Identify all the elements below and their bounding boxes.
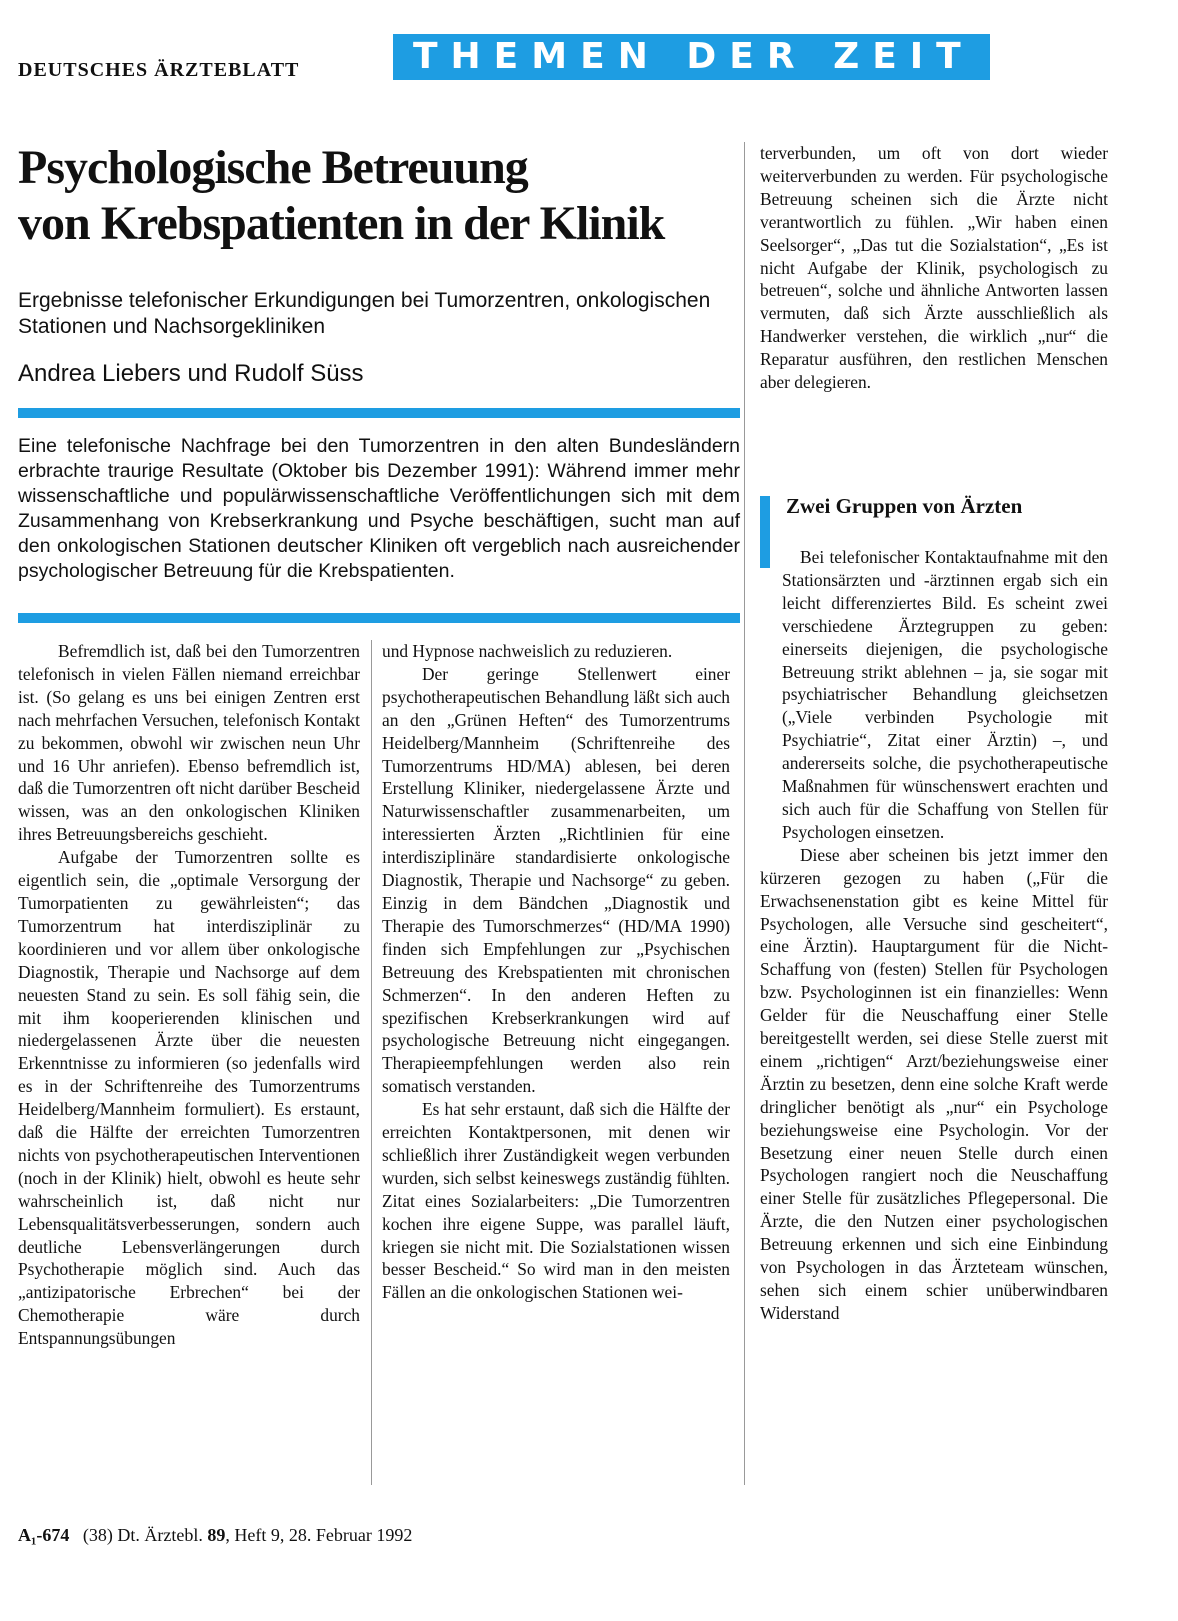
column-rule <box>371 640 372 1485</box>
citation: (38) Dt. Ärztebl. <box>82 1525 203 1545</box>
paragraph: Es hat sehr erstaunt, daß sich die Hälfte der erreichten Kontaktpersonen, mit denen wir schließlich ihrer Zuständigkeit wegen verbunden wurden, sich selbst keineswegs zuständig fühlten. Zitat eines Sozialarbeiters: „Die Tumorzentren kochen ihre eigene Suppe, was parallel läuft, kriegen sie nicht mit. Die Sozialstationen wissen besser Bescheid.“ So wird man in den meisten Fällen an die onkologischen Stationen wei- <box>382 1099 730 1303</box>
volume: 89 <box>207 1525 226 1545</box>
title-line-2: von Krebspatienten in der Klinik <box>18 197 665 250</box>
paragraph: Befremdlich ist, daß bei den Tumorzentren telefonisch in vielen Fällen niemand erreichbar ist. (So gelang es uns bei einigen Zentren erst nach mehrfachen Versuchen, telefonisch Kontakt zu bekommen, obwohl wir zwischen neun Uhr und 16 Uhr anriefen). Ebenso befremdlich ist, daß die Tumorzentren oft nicht darüber Bescheid wissen, was an den onkologischen Kliniken ihres Betreuungsbereichs geschieht. <box>18 641 360 845</box>
article-subtitle: Ergebnisse telefonischer Erkundigungen bei Tumorzentren, onkologischen Stationen und Nachsorgekliniken <box>18 289 711 338</box>
column-3-top <box>760 142 1108 394</box>
column-1 <box>18 640 360 1350</box>
paragraph: Aufgabe der Tumorzentren sollte es eigentlich sein, die „optimale Versorgung der Tumorpatienten zu gewährleisten“; das Tumorzentrum hat interdisziplinär zu koordinieren und vor allem über onkologische Diagnostik, Therapie und Nachsorge auf dem neuesten Stand zu sein. Es soll fähig sein, die mit ihm kooperierenden klinischen und niedergelassenen Ärzte über die neuesten Erkenntnisse zu informieren (so jedenfalls wird es in der Schriftenreihe des Tumorzentrums Heidelberg/Mannheim formuliert). Es erstaunt, daß die Hälfte der erreichten Tumorzentren nichts von psychotherapeutischen Interventionen (noch in der Klinik) hielt, obwohl es heute sehr wahrscheinlich ist, daß nicht nur Lebensqualitätsverbesserungen, sondern auch deutliche Lebensverlängerungen durch Psychotherapie möglich sind. Auch das „antizipatorische Erbrechen“ bei der Chemotherapie wäre durch Entspannungsübungen <box>18 847 360 1349</box>
column-rule <box>744 142 745 1485</box>
paragraph: Der geringe Stellenwert einer psychotherapeutischen Behandlung läßt sich auch an den „Grünen Heften“ des Tumorzentrums Heidelberg/Mannheim (Schriftenreihe des Tumorzentrums HD/MA) ablesen, bei deren Erstellung Kliniker, niedergelassene Ärzte und Naturwissenschaftler zusammenarbeiten, um interessierten Ärzten „Richtlinien für eine interdisziplinäre standardisierte onkologische Diagnostik, Therapie und Nachsorge“ zu geben. Einzig in dem Bändchen „Diagnostik und Therapie des Tumorschmerzes“ (HD/MA 1990) finden sich Empfehlungen zur „Psychischen Betreuung des Krebspatienten mit chronischen Schmerzen“. In den anderen Heften zu spezifischen Krebserkrankungen wird auf psychologische Betreuung nicht eingegangen. Therapieempfehlungen werden also rein somatisch verstanden. <box>382 663 730 1097</box>
citation-issue: , Heft 9, 28. Februar 1992 <box>225 1525 413 1545</box>
paragraph: Diese aber scheinen bis jetzt immer den kürzeren gezogen zu haben („Für die Erwachsenenstation gibt es keine Mittel für Psychologen, alle Versuche sind gescheitert“, eine Ärztin). Hauptargument für die Nicht-Schaffung von (festen) Stellen für Psychologen bzw. Psychologinnen ist ein finanzielles: Wenn Gelder für die Neuschaffung einer Stelle bereitgestellt werden, sei diese Stelle zuerst mit einem „richtigen“ Arzt/beziehungsweise einer Ärztin zu besetzen, denn eine solche Kraft werde dringlicher benötigt als „nur“ ein Psychologe beziehungsweise eine Psychologin. Vor der Besetzung einer neuen Stelle durch einen Psychologen rangiert noch die Neuschaffung einer Stelle für zusätzliches Pflegepersonal. Die Ärzte, die den Nutzen einer psychologischen Betreuung erkennen und sich eine Einbindung von Psychologen in das Ärzteteam wünschen, sehen sich einem schier unüberwindbaren Widerstand <box>760 844 1108 1323</box>
article-authors: Andrea Liebers und Rudolf Süss <box>18 360 364 387</box>
divider-top <box>18 408 740 418</box>
column-3 <box>760 546 1108 1325</box>
paragraph: Bei telefonischer Kontaktaufnahme mit den Stationsärzten und -ärztinnen ergab sich ein leicht differenziertes Bild. Es scheint zwei verschiedene Ärztegruppen zu geben: einerseits diejenigen, die psychologische Betreuung strikt ablehnen – ja, sie sogar mit psychiatrischer Behandlung gleichsetzen („Viele verbinden Psychologie mit Psychiatrie“, Zitat einer Ärztin) –, und andererseits solche, die psychotherapeutische Maßnahmen für wünschenswert erachten und sich auch für die Schaffung von Stellen für Psychologen einsetzen. <box>782 547 1108 842</box>
title-line-1: Psychologische Betreuung <box>18 141 528 194</box>
lead-paragraph: Eine telefonische Nachfrage bei den Tumorzentren in den alten Bundesländern erbrachte traurige Resultate (Oktober bis Dezember 1991): Während immer mehr wissenschaftliche und populärwissenschaftliche Veröffentlichungen sich mit dem Zusammenhang von Krebserkrankung und Psyche beschäftigen, sucht man auf den onkologischen Stationen deutscher Kliniken oft vergeblich nach ausreichender psychologischer Betreuung für die Krebspatienten. <box>18 435 740 582</box>
page-footer <box>18 1525 412 1546</box>
journal-name: DEUTSCHES ÄRZTEBLATT <box>18 59 300 81</box>
column-2 <box>382 640 730 1304</box>
divider-bottom <box>18 613 740 623</box>
page-number: A₁-674 <box>18 1525 70 1545</box>
article-title <box>18 140 738 252</box>
section-banner: THEMEN DER ZEIT <box>393 34 990 80</box>
section-subhead: Zwei Gruppen von Ärzten <box>786 494 1023 518</box>
paragraph: terverbunden, um oft von dort wieder weiterverbunden zu werden. Für psychologische Betreuung scheinen sich die Ärzte nicht verantwortlich zu fühlen. „Wir haben einen Seelsorger“, „Das tut die Sozialstation“, „Es ist nicht Aufgabe der Klinik, psychologisch zu betreuen“, solche und ähnliche Antworten lassen vermuten, daß sich Ärzte ausschließlich als Handwerker verstehen, die wirklich „nur“ die Reparatur ausführen, den restlichen Menschen aber delegieren. <box>760 143 1108 393</box>
paragraph: und Hypnose nachweislich zu reduzieren. <box>382 641 673 661</box>
